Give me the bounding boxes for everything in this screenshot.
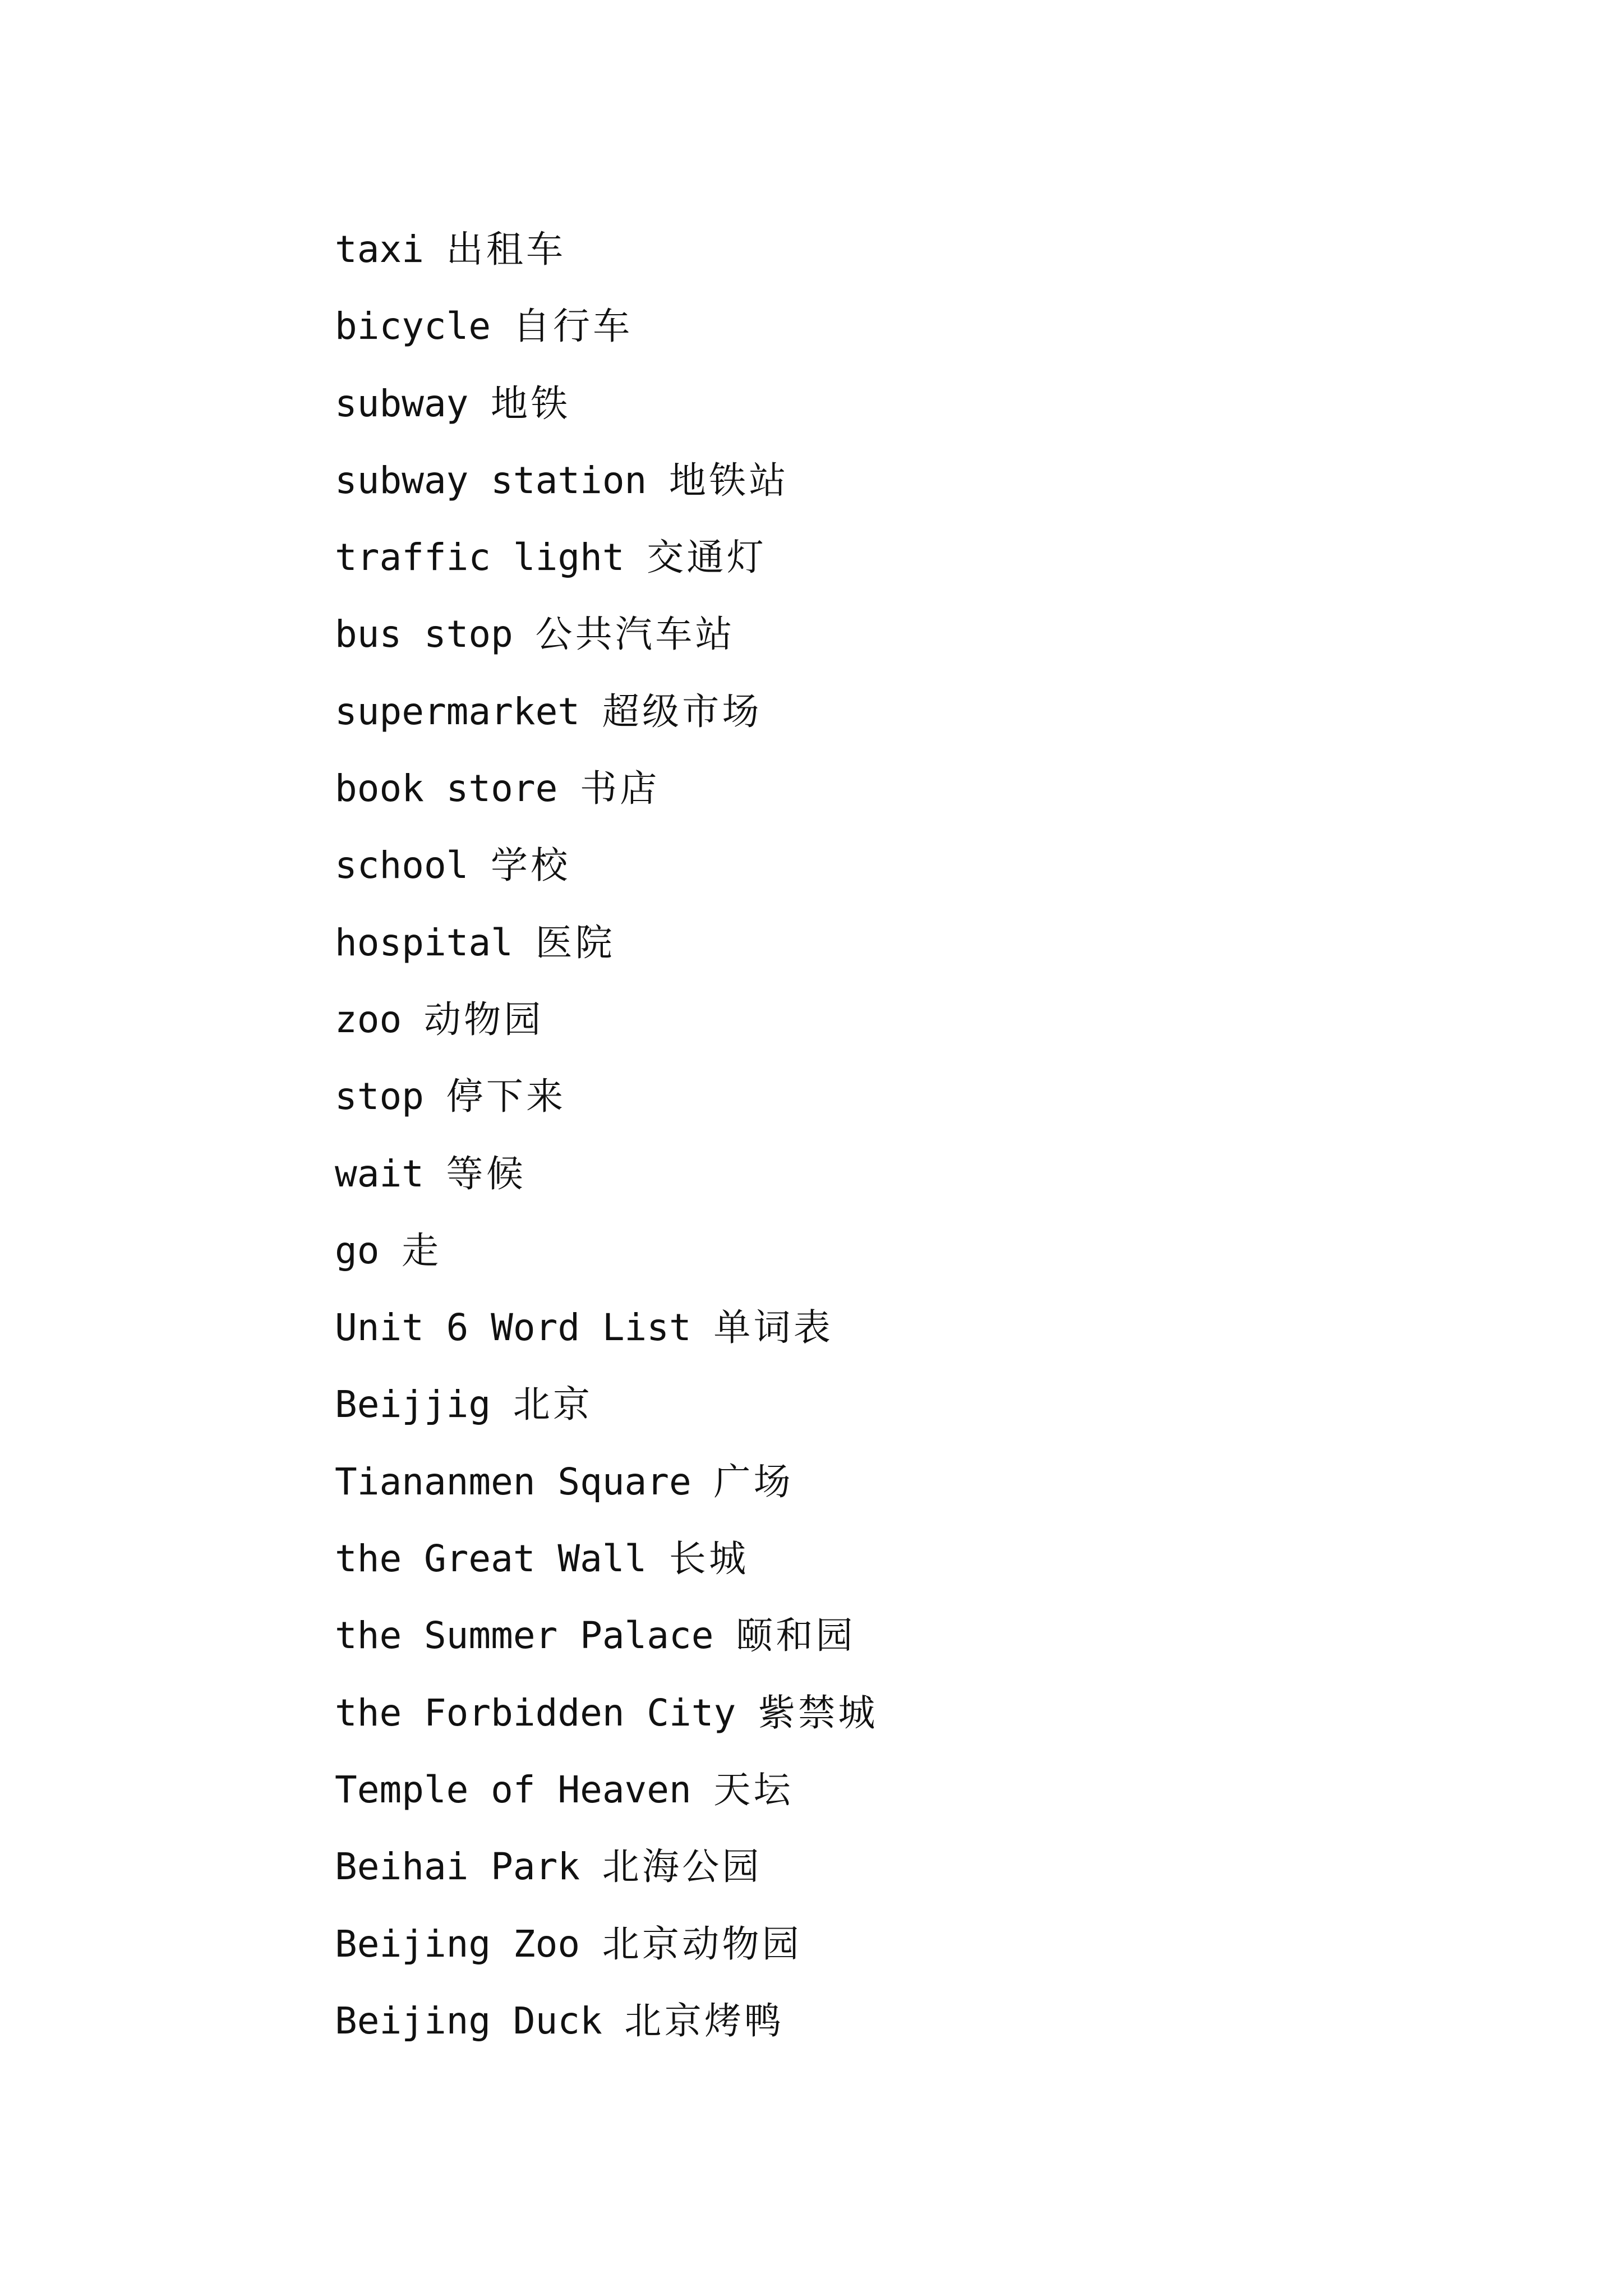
chinese-term: 长城 <box>668 1537 749 1581</box>
english-term: the Summer Palace <box>335 1614 714 1658</box>
word-entry <box>335 673 878 750</box>
word-entry <box>335 288 878 365</box>
english-term: supermarket <box>335 689 580 733</box>
word-entry <box>335 1058 878 1135</box>
english-term: the Forbidden City <box>335 1691 736 1734</box>
english-term: taxi <box>335 228 424 271</box>
chinese-term: 单词表 <box>713 1306 834 1350</box>
word-entry <box>335 1828 878 1905</box>
chinese-term: 超级市场 <box>602 689 762 733</box>
chinese-term: 北京动物园 <box>602 1922 803 1966</box>
word-entry <box>335 596 878 673</box>
english-term: bus stop <box>335 613 513 656</box>
word-entry <box>335 1443 878 1520</box>
word-entry <box>335 1751 878 1828</box>
word-entry <box>335 750 878 827</box>
word-entry <box>335 981 878 1058</box>
english-term: hospital <box>335 921 513 964</box>
english-term: wait <box>335 1152 424 1195</box>
chinese-term: 地铁站 <box>668 458 789 502</box>
word-entry <box>335 519 878 596</box>
chinese-term: 自行车 <box>513 305 633 348</box>
chinese-term: 公共汽车站 <box>535 613 735 656</box>
english-term: subway <box>335 381 469 425</box>
english-term: go <box>335 1228 380 1272</box>
word-entry <box>335 365 878 442</box>
english-term: Beijing Duck <box>335 1999 602 2042</box>
chinese-term: 动物园 <box>423 997 544 1041</box>
word-list <box>335 211 878 2059</box>
word-entry <box>335 1212 878 1289</box>
chinese-term: 等候 <box>446 1152 527 1195</box>
english-term: stop <box>335 1075 424 1119</box>
word-entry <box>335 904 878 981</box>
english-term: subway station <box>335 458 647 502</box>
chinese-term: 学校 <box>491 844 571 887</box>
word-entry <box>335 1520 878 1597</box>
english-term: Temple of Heaven <box>335 1768 691 1811</box>
english-term: book store <box>335 767 558 811</box>
word-entry <box>335 1982 878 2059</box>
chinese-term: 交通灯 <box>647 536 767 579</box>
english-term: school <box>335 844 469 887</box>
word-entry <box>335 1906 878 1982</box>
chinese-term: 出租车 <box>446 228 566 271</box>
chinese-term: 北海公园 <box>602 1845 762 1889</box>
word-entry <box>335 211 878 288</box>
chinese-term: 医院 <box>535 921 616 964</box>
english-term: zoo <box>335 997 402 1041</box>
word-entry <box>335 442 878 519</box>
chinese-term: 北京 <box>513 1383 593 1427</box>
chinese-term: 北京烤鸭 <box>624 1999 785 2042</box>
word-entry <box>335 1135 878 1212</box>
word-entry <box>335 1289 878 1366</box>
english-term: the Great Wall <box>335 1537 647 1581</box>
english-term: Beihai Park <box>335 1845 580 1889</box>
word-entry <box>335 1674 878 1751</box>
english-term: Tiananmen Square <box>335 1460 691 1503</box>
chinese-term: 停下来 <box>446 1075 566 1119</box>
chinese-term: 走 <box>402 1228 442 1272</box>
chinese-term: 书店 <box>579 767 660 811</box>
english-term: traffic light <box>335 536 625 579</box>
english-term: Unit 6 Word List <box>335 1306 691 1350</box>
chinese-term: 地铁 <box>491 381 571 425</box>
chinese-term: 颐和园 <box>736 1614 856 1658</box>
chinese-term: 广场 <box>713 1460 794 1503</box>
word-entry <box>335 827 878 904</box>
english-term: bicycle <box>335 305 491 348</box>
word-entry <box>335 1597 878 1674</box>
english-term: Beijjig <box>335 1383 491 1427</box>
chinese-term: 紫禁城 <box>758 1691 878 1734</box>
chinese-term: 天坛 <box>713 1768 794 1811</box>
word-entry <box>335 1366 878 1443</box>
english-term: Beijing Zoo <box>335 1922 580 1966</box>
